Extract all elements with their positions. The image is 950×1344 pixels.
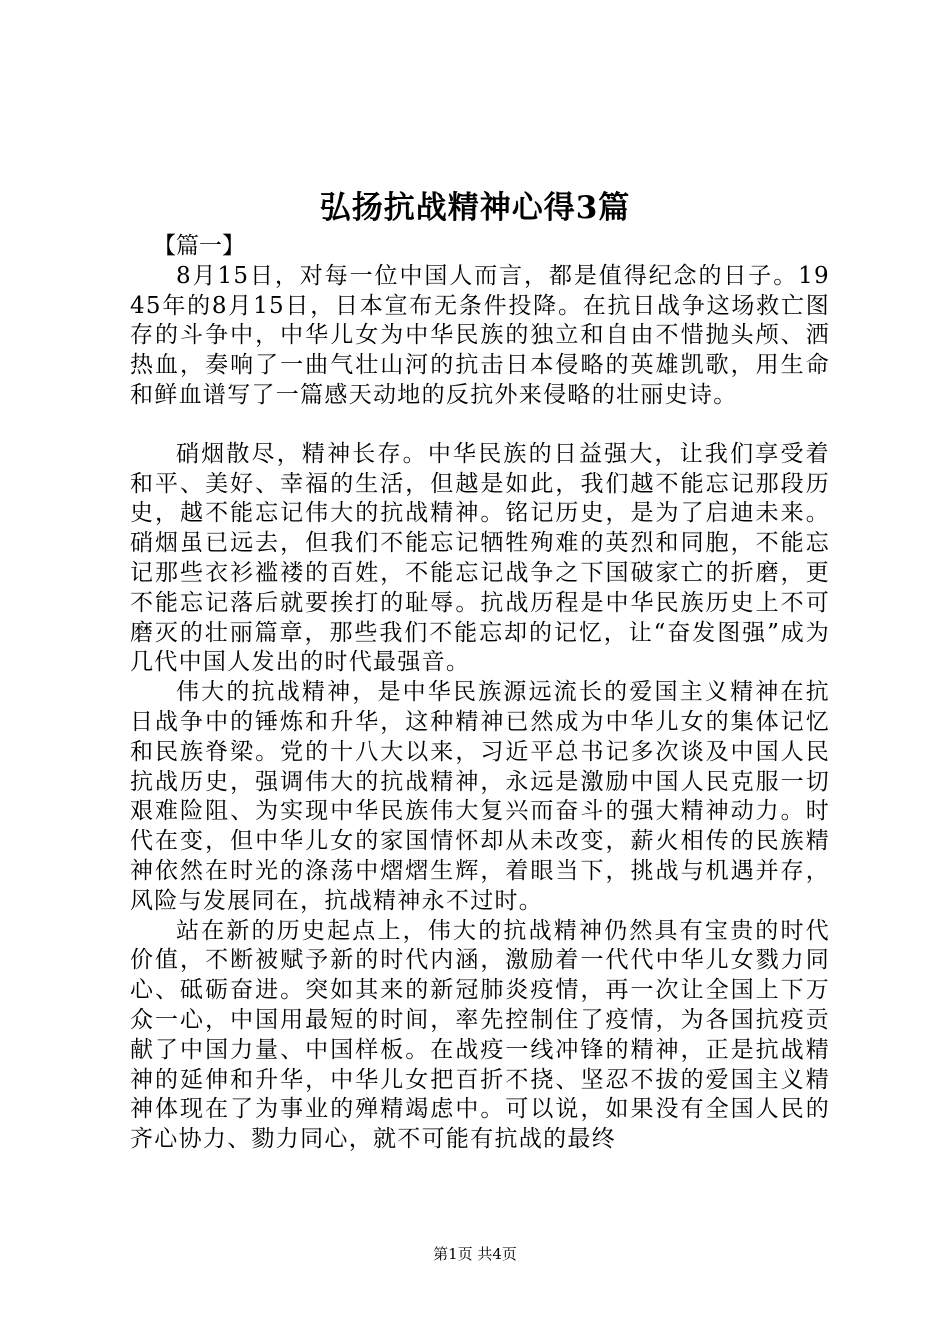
paragraph-1: 8月15日，对每一位中国人而言，都是值得纪念的日子。1945年的8月15日，日本宣布无条件投降。在抗日战争这场救亡图存的斗争中，中华儿女为中华民族的独立和自由不惜抛头颅、洒热血，奏响了一曲气壮山河的抗击日本侵略的英雄凯歌，用生命和鲜血谱写了一篇感天动地的反抗外来侵略的壮丽史诗。 (130, 262, 830, 408)
paragraph-4: 站在新的历史起点上，伟大的抗战精神仍然具有宝贵的时代价值，不断被赋予新的时代内涵，激励着一代代中华儿女戮力同心、砥砺奋进。突如其来的新冠肺炎疫情，再一次让全国上下万众一心，中国用最短的时间，率先控制住了疫情，为各国抗疫贡献了中国力量、中国样板。在战疫一线冲锋的精神，正是抗战精神的延伸和升华，中华儿女把百折不挠、坚忍不拔的爱国主义精神体现在了为事业的殚精竭虑中。可以说，如果没有全国人民的齐心协力、勠力同心，就不可能有抗战的最终 (130, 917, 830, 1153)
paragraph-3: 伟大的抗战精神，是中华民族源远流长的爱国主义精神在抗日战争中的锤炼和升华，这种精神已然成为中华儿女的集体记忆和民族脊梁。党的十八大以来，习近平总书记多次谈及中国人民抗战历史，强调伟大的抗战精神，永远是激励中国人民克服一切艰难险阻、为实现中华民族伟大复兴而奋斗的强大精神动力。时代在变，但中华儿女的家国情怀却从未改变，薪火相传的民族精神依然在时光的涤荡中熠熠生辉，着眼当下，挑战与机遇并存，风险与发展同在，抗战精神永不过时。 (130, 679, 830, 914)
page-footer: 第1页 共4页 (433, 1245, 517, 1263)
section-label: 【篇一】 (153, 233, 245, 259)
document-body (130, 232, 830, 1155)
page-title: 弘扬抗战精神心得3篇 (319, 190, 631, 226)
paragraph-2: 硝烟散尽，精神长存。中华民族的日益强大，让我们享受着和平、美好、幸福的生活，但越是如此，我们越不能忘记那段历史，越不能忘记伟大的抗战精神。铭记历史，是为了启迪未来。硝烟虽已远去，但我们不能忘记牺牲殉难的英烈和同胞，不能忘记那些衣衫褴褛的百姓，不能忘记战争之下国破家亡的折磨，更不能忘记落后就要挨打的耻辱。抗战历程是中华民族历史上不可磨灭的壮丽篇章，那些我们不能忘却的记忆，让“奋发图强”成为几代中国人发出的时代最强音。 (130, 440, 830, 676)
